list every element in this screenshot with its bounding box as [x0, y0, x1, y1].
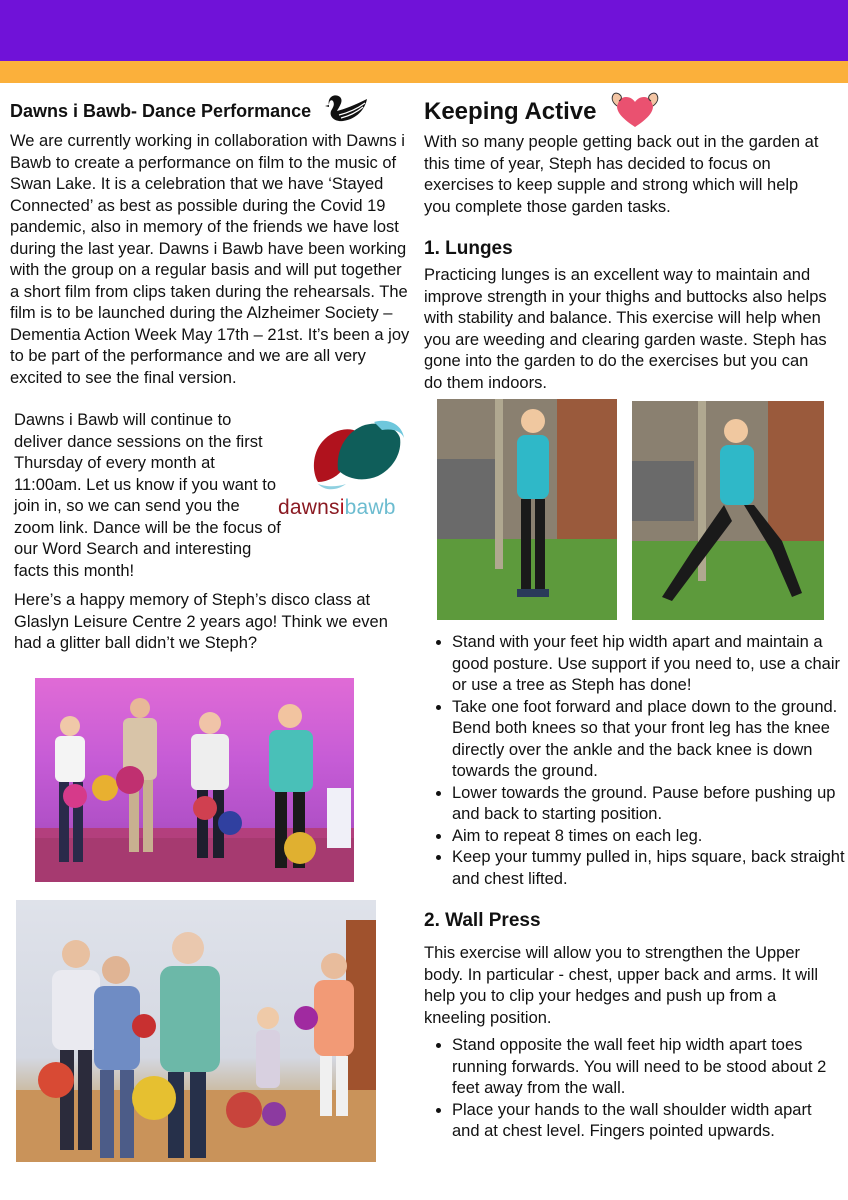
lunges-bullet: • Lower towards the ground. Pause before pushing up and back to starting position. [452, 783, 848, 826]
wall-press-text: This exercise will allow you to strengthen the Upper body. In particular - chest, upper back and arms. It will help you to clip your hedges and push up from a kneeling position. [424, 944, 819, 1027]
right-column [424, 94, 828, 394]
keeping-active-intro: With so many people getting back out in the garden at this time of year, Steph has decided to focus on exercises to keep supple and strong which will help you complete those garden tasks. [424, 133, 819, 216]
left-column [10, 94, 410, 655]
lunges-bullet: • Take one foot forward and place down to the ground. Bend both knees so that your front leg has the knee directly over the ankle and the back knee is down towards the ground. [452, 697, 848, 783]
lunges-title: 1. Lunges [424, 238, 513, 259]
lunge-photo-2 [632, 401, 824, 620]
dance-title: Dawns i Bawb- Dance Performance [10, 100, 312, 121]
swan-icon [325, 91, 371, 132]
keeping-active-heading-row [424, 94, 828, 130]
pompom-dance-photo [16, 900, 376, 1162]
wall-press-title: 2. Wall Press [424, 910, 541, 931]
wall-press-bullet-list [424, 1035, 828, 1143]
dance-sessions-paragraph: Dawns i Bawb will continue to deliver dance sessions on the first Thursday of every month at 11:00am. Let us know if you want to join in, so we can send you the zoom link. Dance will be the focus of our Word Search and interesting facts this month! [14, 411, 281, 580]
lunges-bullet-list [424, 632, 848, 890]
keeping-active-title: Keeping Active [424, 98, 597, 125]
dawns-logo-text: dawnsibawb [278, 496, 396, 519]
lunge-photo-1 [437, 399, 617, 620]
lunges-bullet: • Keep your tummy pulled in, hips square, back straight and chest lifted. [452, 847, 848, 890]
header-purple-band [0, 0, 848, 61]
disco-memory-paragraph: Here’s a happy memory of Steph’s disco class at Glaslyn Leisure Centre 2 years ago! Think we even had a glitter ball didn’t we Steph? [14, 591, 388, 652]
disco-class-photo [35, 678, 354, 882]
dawns-logo-mark [278, 412, 410, 490]
wall-press-bullet: • Stand opposite the wall feet hip width apart toes running forwards. You will need to be stood about 2 feet away from the wall. [452, 1035, 828, 1100]
dance-paragraph: We are currently working in collaboration with Dawns i Bawb to create a performance on film to the music of Swan Lake. It is a celebration that we have ‘Stayed Connected’ as best as possible during the Covid 19 pandemic, also in memory of the friends we have lost during the last year. Dawns i Bawb have been working with the group on a regular basis and will put together a short film from clips taken during the rehearsals. The film is to be launched during the Alzheimer Society – Dementia Action Week May 17th – 21st. It’s been a joy to be part of the performance and we are all very excited to see the final version. [10, 132, 410, 387]
lunges-bullet: • Aim to repeat 8 times on each leg. [452, 826, 848, 848]
wall-press-section [424, 910, 828, 1143]
header-orange-band [0, 61, 848, 83]
dawns-i-bawb-logo [278, 412, 410, 522]
dance-sessions-block [10, 410, 410, 578]
wall-press-bullet: • Place your hands to the wall shoulder width apart and at chest level. Fingers pointed upwards. [452, 1100, 828, 1143]
heart-arms-icon [609, 91, 661, 134]
lunges-text: Practicing lunges is an excellent way to maintain and improve strength in your thighs and buttocks also helps with stability and balance. This exercise will help when you are weeding and clearing garden waste. Steph has gone into the garden to do the exercises but you can do them indoors. [424, 266, 827, 392]
dance-heading-row [10, 94, 410, 128]
lunges-bullet: • Stand with your feet hip width apart and maintain a good posture. Use support if you need to, use a chair or use a tree as Steph has done! [452, 632, 848, 697]
